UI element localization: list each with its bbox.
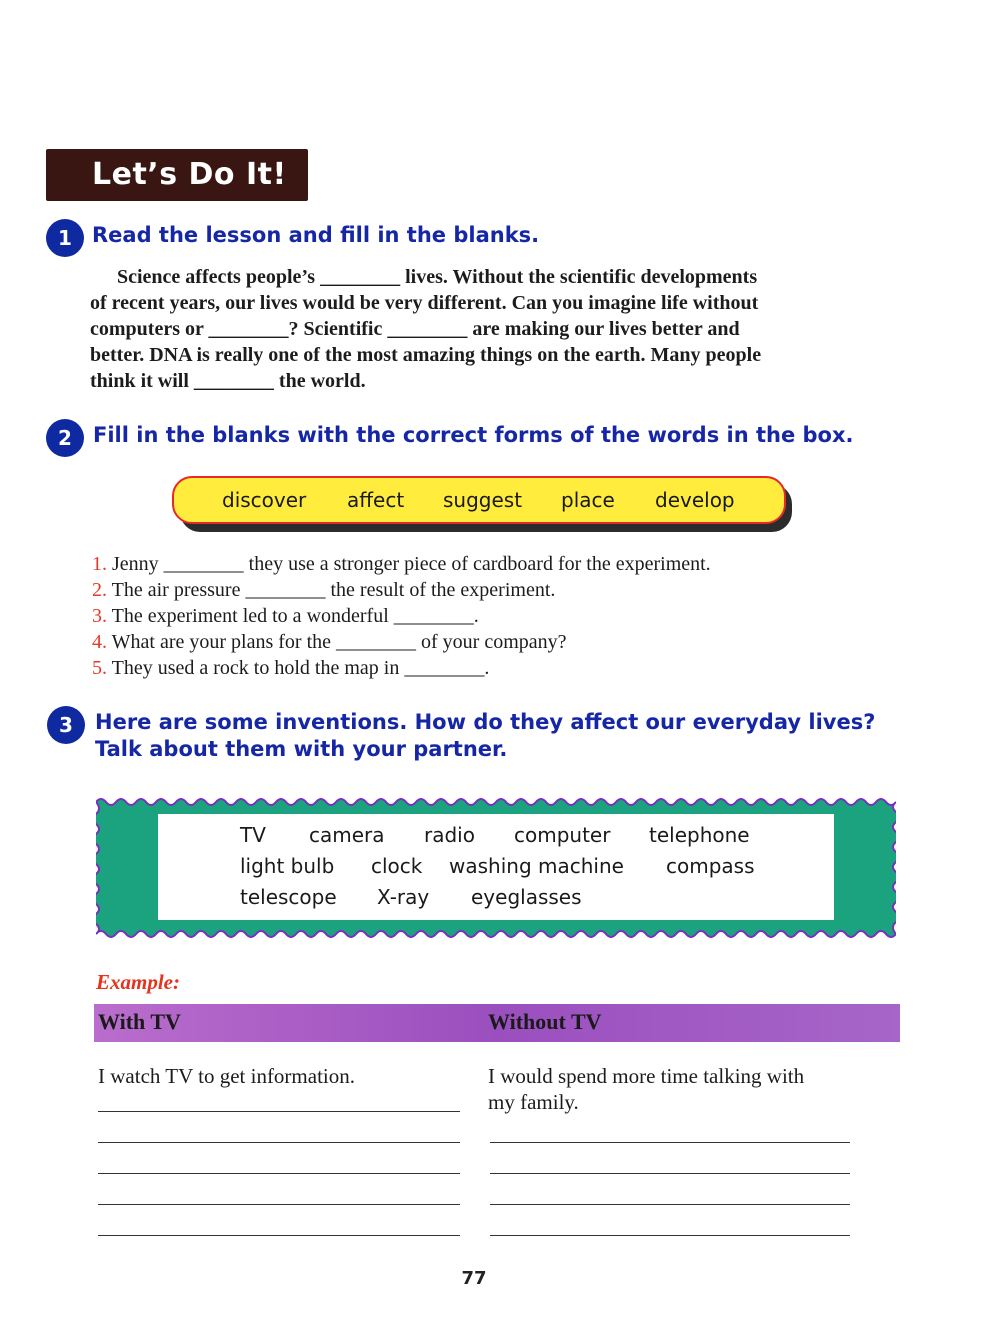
item-text: The experiment led to a wonderful ________. <box>111 605 479 627</box>
answer-line <box>98 1142 460 1143</box>
item-number: 5. <box>92 657 107 679</box>
item-text: The air pressure ________ the result of the experiment. <box>111 579 556 601</box>
invention-word: eyeglasses <box>471 885 582 909</box>
word-box-item: develop <box>655 488 735 512</box>
page-number: 77 <box>461 1268 487 1289</box>
section-3-heading-line-2: Talk about them with your partner. <box>95 737 508 761</box>
item-number: 3. <box>92 605 107 627</box>
passage-line: Science affects people’s ________ lives. Without the scientific developments <box>117 266 758 288</box>
item-text: Jenny ________ they use a stronger piece of cardboard for the experiment. <box>112 553 711 575</box>
passage-line: of recent years, our lives would be very different. Can you imagine life without <box>90 292 759 314</box>
item-text: They used a rock to hold the map in ________. <box>111 657 490 679</box>
answer-line <box>98 1235 460 1236</box>
answer-line <box>490 1204 850 1205</box>
with-tv-example: I watch TV to get information. <box>98 1064 356 1088</box>
invention-word: telescope <box>240 885 337 909</box>
answer-line <box>490 1173 850 1174</box>
exercise-item-1 <box>92 551 711 577</box>
invention-word: clock <box>371 854 423 878</box>
without-tv-header: Without TV <box>488 1009 602 1034</box>
section-3-heading-line-1: Here are some inventions. How do they affect our everyday lives? <box>95 710 876 734</box>
word-box-item: discover <box>222 488 307 512</box>
with-tv-header: With TV <box>98 1009 181 1034</box>
invention-word: telephone <box>649 823 750 847</box>
answer-line <box>490 1235 850 1236</box>
lets-do-it-banner: Let’s Do It! <box>46 149 308 201</box>
section-1-number: 1 <box>46 219 84 257</box>
section-1-heading: Read the lesson and fill in the blanks. <box>92 223 540 247</box>
invention-word: compass <box>666 854 755 878</box>
exercise-item-4 <box>92 629 567 655</box>
word-box-item: affect <box>347 488 405 512</box>
invention-word: X-ray <box>377 885 430 909</box>
invention-word: light bulb <box>240 854 335 878</box>
without-tv-example-line-2: my family. <box>488 1090 579 1114</box>
answer-line <box>98 1173 460 1174</box>
item-number: 2. <box>92 579 107 601</box>
item-text: What are your plans for the ________ of your company? <box>111 631 567 653</box>
invention-word: radio <box>424 823 475 847</box>
section-3-number: 3 <box>47 706 85 744</box>
passage-line: think it will ________ the world. <box>90 370 366 392</box>
passage-line: better. DNA is really one of the most amazing things on the earth. Many people <box>90 344 762 366</box>
lesson-passage <box>90 264 900 394</box>
item-number: 1. <box>92 553 107 575</box>
item-number: 4. <box>92 631 107 653</box>
word-box-item: suggest <box>443 488 523 512</box>
invention-word: washing machine <box>449 854 624 878</box>
answer-line <box>490 1142 850 1143</box>
section-2-number: 2 <box>46 419 84 457</box>
word-box-item: place <box>561 488 615 512</box>
example-label: Example: <box>96 970 180 994</box>
exercise-item-5 <box>92 655 489 681</box>
exercise-item-2 <box>92 577 555 603</box>
passage-line: computers or ________? Scientific ________ are making our lives better and <box>90 318 740 340</box>
without-tv-example-line-1: I would spend more time talking with <box>488 1064 805 1088</box>
invention-word: TV <box>240 823 266 847</box>
invention-word: camera <box>309 823 385 847</box>
answer-line <box>98 1111 460 1112</box>
section-2-heading: Fill in the blanks with the correct forms of the words in the box. <box>93 423 854 447</box>
answer-line <box>98 1204 460 1205</box>
exercise-item-3 <box>92 603 479 629</box>
invention-word: computer <box>514 823 611 847</box>
